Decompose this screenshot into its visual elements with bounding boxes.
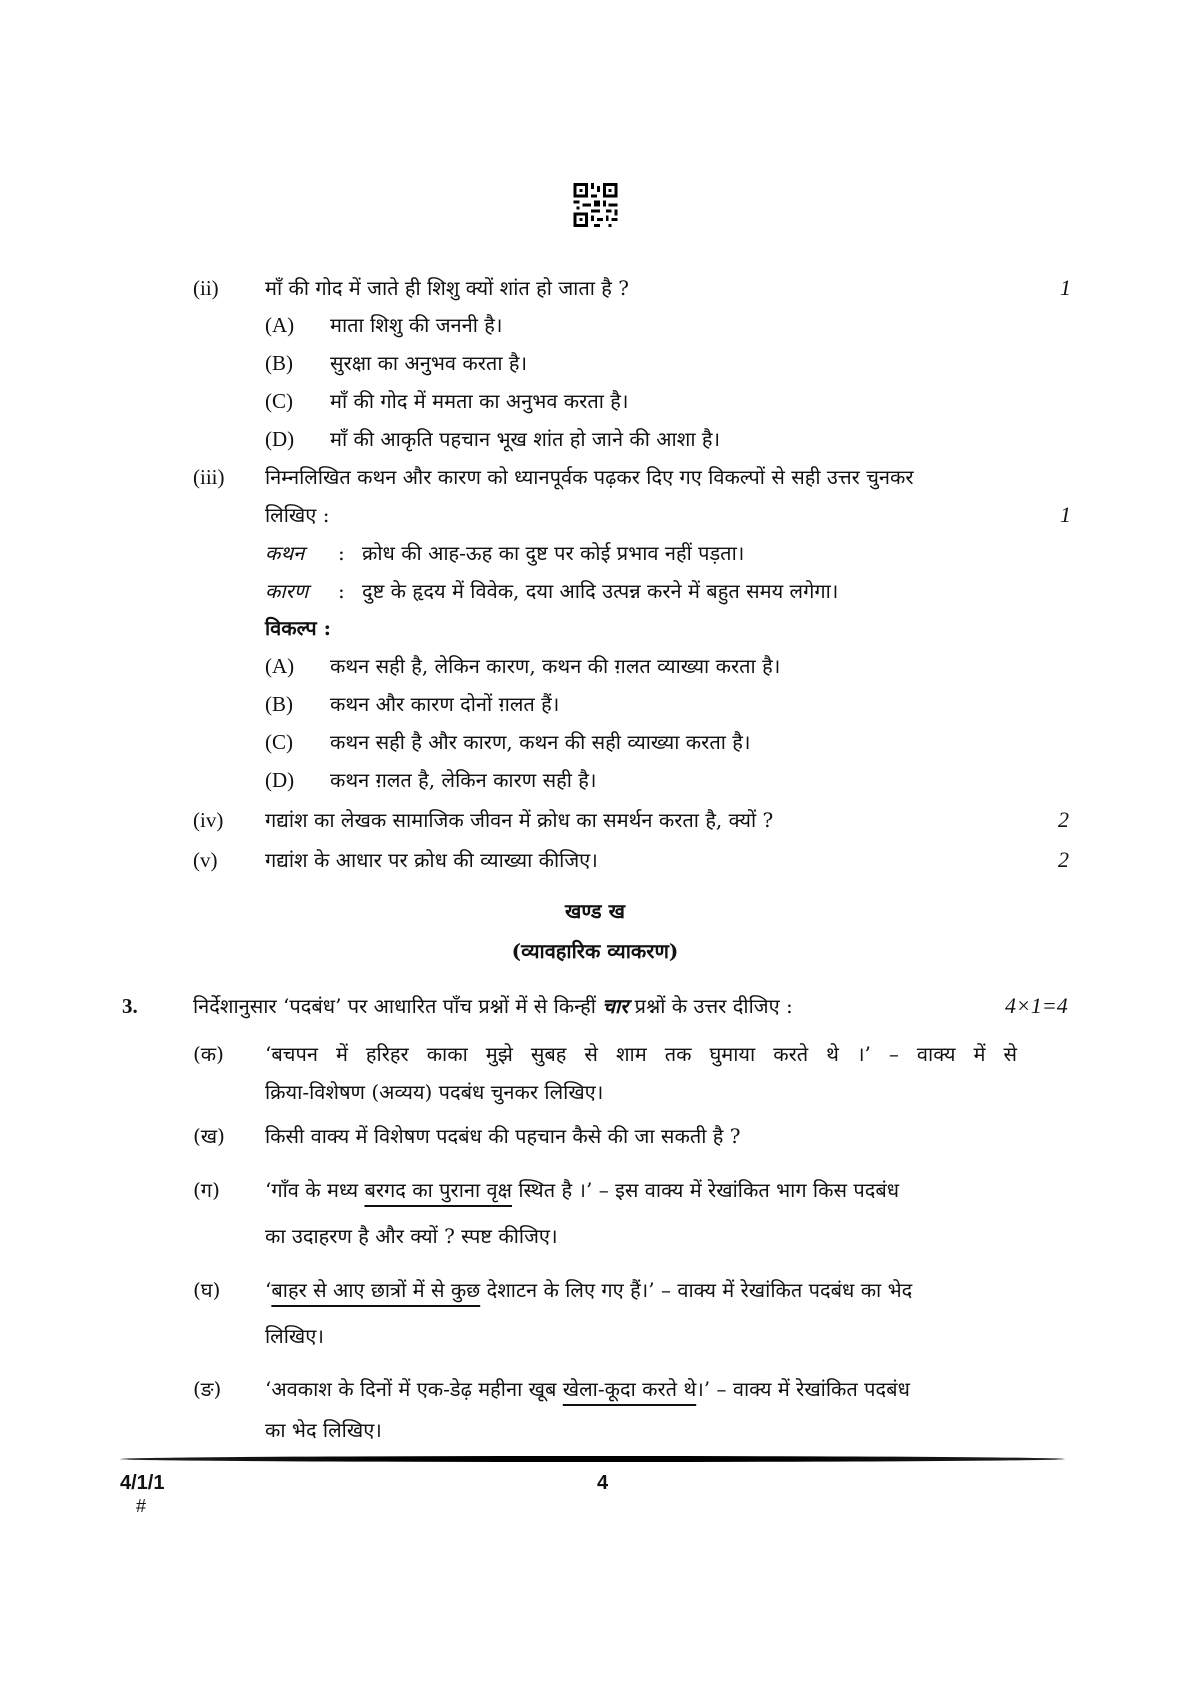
question-number: 3. [122,994,138,1018]
option-text: कथन ग़लत है, लेकिन कारण सही है। [330,768,597,792]
qr-code-icon [573,183,618,227]
marks: 4×1=4 [1005,993,1068,1018]
assertion-label: कथन [265,541,305,565]
marks: 1 [1060,275,1071,300]
marks: 2 [1058,807,1069,832]
hash-mark: # [136,1496,147,1516]
item-text-part: देशाटन के लिए गए हैं।’ – वाक्य में रेखांकित पदबंध का भेद [480,1278,913,1302]
option-text: कथन सही है और कारण, कथन की सही व्याख्या करता है। [330,730,751,754]
item-text-line2: का उदाहरण है और क्यों ? स्पष्ट कीजिए। [265,1224,558,1248]
section-subtitle: (व्यावहारिक व्याकरण) [511,939,679,963]
item-label: (घ) [193,1278,221,1302]
option-text: कथन और कारण दोनों ग़लत हैं। [330,692,560,716]
item-label: (ग) [193,1178,220,1202]
question-text-line1: निम्नलिखित कथन और कारण को ध्यानपूर्वक पढ़कर दिए गए विकल्पों से सही उत्तर चुनकर [265,465,914,489]
paper-code: 4/1/1 [120,1472,165,1494]
item-text-line1: ‘बचपन में हरिहर काका मुझे सुबह से शाम तक घुमाया करते थे ।’ – वाक्य में से [265,1042,1017,1066]
question-text: माँ की गोद में जाते ही शिशु क्यों शांत हो जाता है ? [265,276,629,300]
question-text: गद्यांश के आधार पर क्रोध की व्याख्या कीजिए। [265,848,598,872]
reason-label: कारण [265,579,309,603]
option-text: कथन सही है, लेकिन कारण, कथन की ग़लत व्याख्या करता है। [330,654,781,678]
options-heading: विकल्प : [265,616,331,640]
item-text-line1: किसी वाक्य में विशेषण पदबंध की पहचान कैसे की जा सकती है ? [265,1124,741,1148]
option-label: (C) [265,730,293,754]
underlined-phrase: बाहर से आए छात्रों में से कुछ [271,1278,481,1302]
marks: 1 [1060,502,1071,527]
item-label: (क) [193,1042,224,1066]
item-label: (ख) [193,1124,225,1148]
item-text-line1 [265,1276,912,1304]
item-text-line2: क्रिया-विशेषण (अव्यय) पदबंध चुनकर लिखिए। [265,1080,604,1104]
option-text: माँ की गोद में ममता का अनुभव करता है। [330,389,629,413]
item-text-line1 [265,1375,910,1403]
question-text-line2: लिखिए : [265,503,330,527]
option-label: (A) [265,654,295,678]
section-title: खण्ड ख [565,899,625,923]
item-text-part: ‘ [265,1278,272,1302]
option-label: (D) [265,427,295,451]
question-label: (ii) [193,276,219,300]
underlined-phrase: बरगद का पुराना वृक्ष [364,1178,512,1202]
underlined-phrase: खेला-कूदा करते थे [562,1377,697,1401]
option-text: माँ की आकृति पहचान भूख शांत हो जाने की आशा है। [330,427,721,451]
assertion-separator: : [338,541,345,565]
page-number: 4 [597,1472,609,1494]
marks: 2 [1058,847,1069,872]
option-label: (C) [265,389,293,413]
item-label: (ङ) [193,1377,222,1401]
item-text-part: ।’ – वाक्य में रेखांकित पदबंध [696,1377,910,1401]
option-label: (B) [265,692,293,716]
reason-text: दुष्ट के हृदय में विवेक, दया आदि उत्पन्न करने में बहुत समय लगेगा। [362,579,839,603]
item-text-line1 [265,1176,899,1204]
assertion-text: क्रोध की आह-ऊह का दुष्ट पर कोई प्रभाव नहीं पड़ता। [362,541,745,565]
option-text: माता शिशु की जननी है। [330,313,503,337]
option-label: (A) [265,313,295,337]
footer-divider [120,1456,1065,1462]
option-label: (B) [265,351,293,375]
item-text-line2: लिखिए। [265,1324,324,1348]
question-text-part: निर्देशानुसार ‘पदबंध’ पर आधारित पाँच प्रश्नों में से किन्हीं [193,994,603,1018]
question-label: (iii) [193,465,225,489]
item-text-part: ‘गाँव के मध्य [265,1178,365,1202]
item-text-part: स्थित है ।’ – इस वाक्य में रेखांकित भाग किस पदबंध [512,1178,900,1202]
question-text-part: प्रश्नों के उत्तर दीजिए : [628,994,793,1018]
option-label: (D) [265,768,295,792]
question-text [193,992,793,1020]
question-label: (v) [193,848,218,872]
item-text-part: ‘अवकाश के दिनों में एक-डेढ़ महीना खूब [265,1377,563,1401]
question-text: गद्यांश का लेखक सामाजिक जीवन में क्रोध का समर्थन करता है, क्यों ? [265,808,774,832]
item-text-line2: का भेद लिखिए। [265,1418,382,1442]
emphasis-text: चार [602,994,629,1018]
option-text: सुरक्षा का अनुभव करता है। [330,351,528,375]
reason-separator: : [338,579,345,603]
question-label: (iv) [193,808,224,832]
